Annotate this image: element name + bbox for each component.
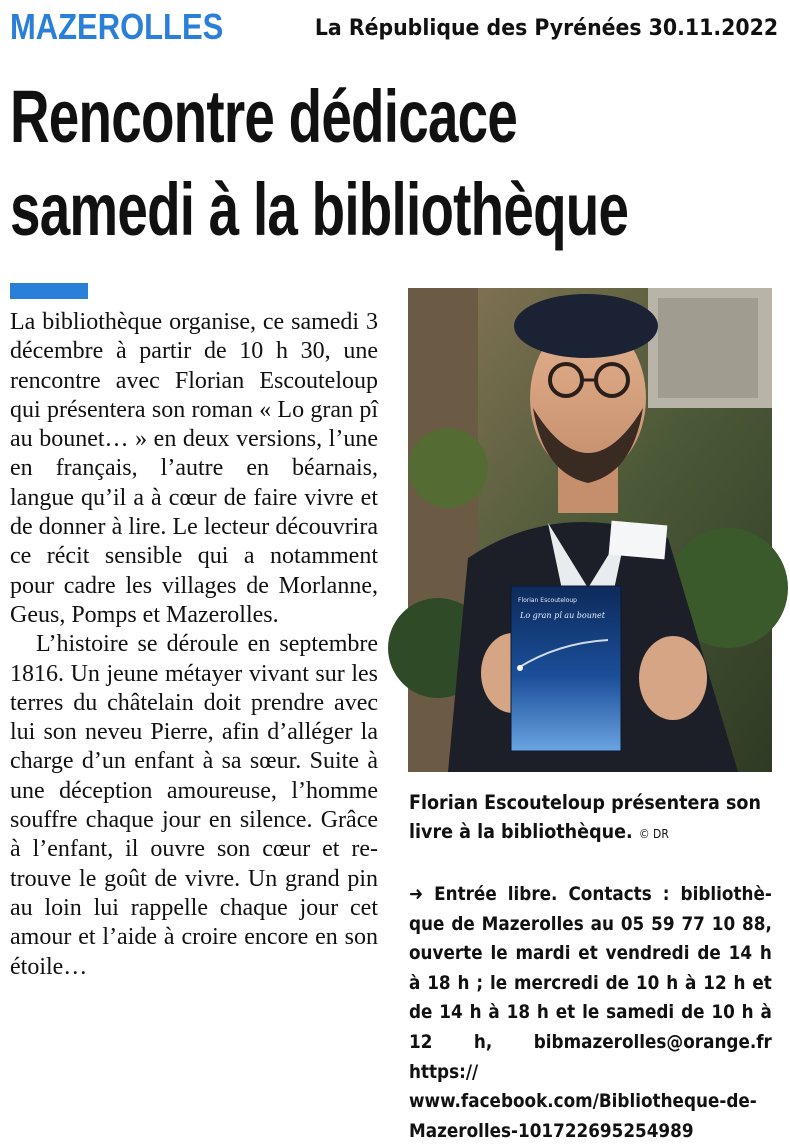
practical-info: ➜ Entrée libre. Contacts : bibliothèque de Mazerolles au 05 59 77 10 88, ouverte le mardi et vendredi de 14 h à 18 h ; le mercredi de 10 h à 12 h et de 14 h à 18 h et le samedi de 10 h à 12 h, bibmazerolles@orange.fr https:// www.facebook.com/Bibliotheque-de-Mazerolles-101722695254989 (409, 883, 772, 1142)
accent-rule (10, 283, 88, 299)
publication-dateline: La République des Pyrénées 30.11.2022 (314, 16, 778, 41)
article-headline (10, 70, 676, 256)
author-photo (408, 288, 772, 772)
article-paragraph: La bibliothèque organise, ce samedi 3 décembre à partir de 10 h 30, une rencontre avec Florian Escouteloup qui présentera son roman « Lo gran pî au bounet… » en deux versions, l’une en français, l’autre en béarnais, langue qu’il a à cœur de faire vivre et de donner à lire. Le lecteur découvrira ce récit sensible qui a notamment pour cadre les villages de Morlanne, Geus, Pomps et Mazerolles. (10, 309, 378, 628)
book-author-label: Florian Escouteloup (518, 597, 577, 604)
article-paragraph: L’histoire se déroule en septembre 1816. Un jeune métayer vivant sur les terres du châtelain doit prendre avec lui son neveu Pierre, afin d’alléger la charge d’un enfant à sa sœur. Suite à une déception amoureuse, l’homme souffre chaque jour en silence. Grâce à l’enfant, il ouvre son cœur et retrouve le goût de vivre. Un grand pin au loin lui rappelle chaque jour cet amour et l’aide à croire encore en son étoile… (10, 631, 378, 980)
caption-text: Florian Escouteloup présentera son livre à la bibliothèque. (409, 791, 761, 843)
headline-line-1: Rencontre dédicace (10, 75, 518, 158)
section-label: MAZEROLLES (10, 6, 224, 47)
headline-line-2: samedi à la bibliothèque (10, 168, 629, 251)
book-title-label: Lo gran pî au bounet (520, 611, 605, 620)
photo-caption (409, 788, 778, 849)
article-body (10, 308, 378, 982)
photo-credit: © DR (638, 827, 669, 841)
